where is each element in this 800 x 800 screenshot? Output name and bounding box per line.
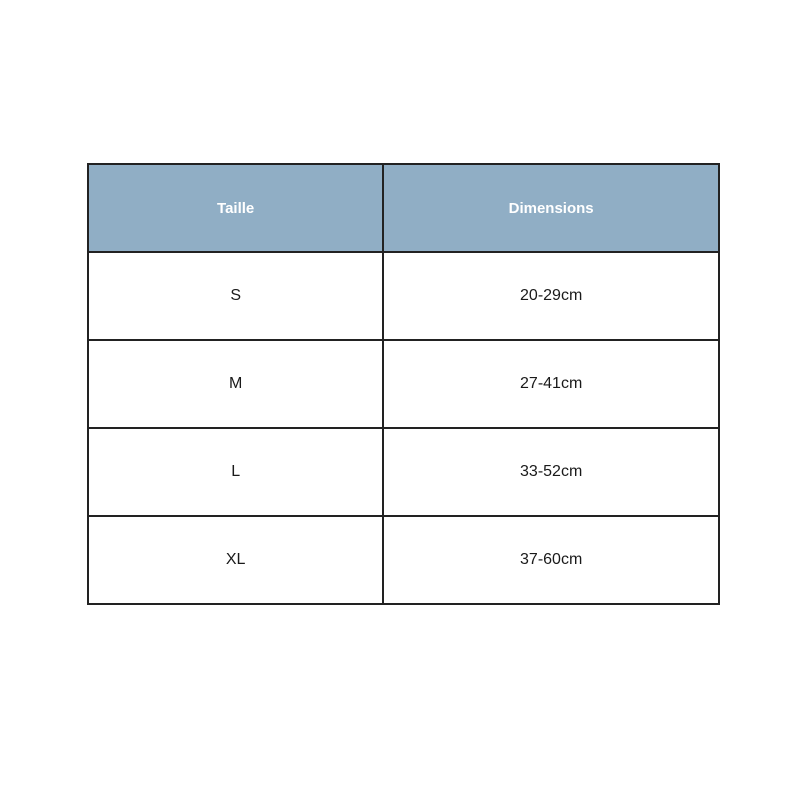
- size-cell: S: [88, 252, 383, 340]
- size-cell: M: [88, 340, 383, 428]
- size-cell: L: [88, 428, 383, 516]
- table-row: [88, 516, 719, 604]
- table-row: [88, 252, 719, 340]
- table-row: [88, 340, 719, 428]
- column-header-dimensions: Dimensions: [383, 164, 719, 252]
- dimensions-cell: 27-41cm: [383, 340, 719, 428]
- dimensions-cell: 37-60cm: [383, 516, 719, 604]
- column-header-taille: Taille: [88, 164, 383, 252]
- table-header-row: [88, 164, 719, 252]
- table-row: [88, 428, 719, 516]
- size-cell: XL: [88, 516, 383, 604]
- size-chart-table: [87, 163, 720, 605]
- dimensions-cell: 33-52cm: [383, 428, 719, 516]
- dimensions-cell: 20-29cm: [383, 252, 719, 340]
